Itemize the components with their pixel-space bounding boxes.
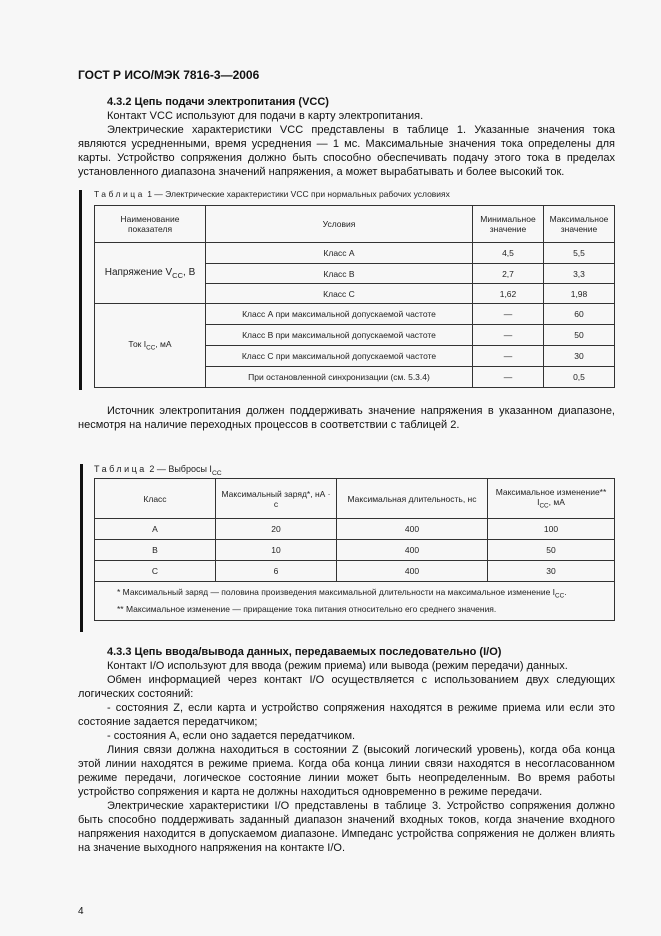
table2-caption: Таблица 2 — Выбросы $I_{CC}$ — [94, 464, 222, 477]
header-cell: Максимальный заряд*, нА · с — [216, 479, 337, 519]
cell: 10 — [216, 540, 337, 561]
header-cell: Максимальное изменение** $I_{CC}$, мА — [488, 479, 615, 519]
table-header-row — [95, 206, 615, 243]
cell: В — [95, 540, 216, 561]
cell: 2,7 — [473, 264, 544, 284]
table-row — [95, 243, 615, 264]
cell: 3,3 — [544, 264, 615, 284]
cell: — — [473, 346, 544, 367]
cell: 5,5 — [544, 243, 615, 264]
section-4-3-2 — [78, 95, 615, 179]
caption-text: 2 — Выбросы I — [149, 464, 212, 474]
table-header-row — [95, 479, 615, 519]
cell: — — [473, 367, 544, 388]
header-cell: Минимальное значение — [473, 206, 544, 243]
cell: — — [473, 325, 544, 346]
paragraph: Электрические характеристики I/O представлены в таблице 3. Устройство сопряжения должно быть способно поддерживать заданный диапазон значений входных токов, когда значение входного напряжения находится в допускаемом диапазоне. Импеданс устройства сопряжения не должен влиять на значение выходного напряжения на контакте I/O. — [78, 800, 615, 854]
cell: 400 — [337, 519, 488, 540]
cell: 100 — [488, 519, 615, 540]
section-title: 4.3.3 Цепь ввода/вывода данных, передаваемых последовательно (I/O) — [107, 646, 502, 658]
header-cell: Класс — [95, 479, 216, 519]
footnote-2: ** Максимальное изменение — приращение тока питания относительно его среднего значения. — [117, 603, 497, 614]
list-item: - состояния Z, если карта и устройство сопряжения находятся в режиме приема или если это состояние задается передатчиком; — [78, 702, 615, 728]
section-title: 4.3.2 Цепь подачи электропитания (VCC) — [107, 96, 329, 108]
list-item: - состояния А, если оно задается передатчиком. — [107, 730, 356, 742]
table1 — [94, 205, 615, 388]
table-row — [95, 519, 615, 540]
caption-label: Таблица — [94, 189, 145, 199]
table-row — [95, 540, 615, 561]
cell: Класс С — [206, 284, 473, 304]
document-header: ГОСТ Р ИСО/МЭК 7816-3—2006 — [78, 68, 260, 82]
table-footnotes — [95, 582, 615, 621]
cell: 30 — [488, 561, 615, 582]
paragraph: Линия связи должна находиться в состоянии Z (высокий логический уровень), когда оба конца этой линии находятся в режиме приема. Когда оба конца линии связи находятся в несогласованном режиме передачи, логическое состояние линии может быть неопределенным. Во время работы устройство сопряжения и карта не должны находиться одновременно в режиме передачи. — [78, 744, 615, 798]
table-row — [95, 561, 615, 582]
paragraph-block — [78, 404, 615, 432]
cell: 0,5 — [544, 367, 615, 388]
header-cell: Условия — [206, 206, 473, 243]
cell: 6 — [216, 561, 337, 582]
cell: Класс А — [206, 243, 473, 264]
paragraph: Электрические характеристики VCC представлены в таблице 1. Указанные значения тока являются усредненными, время усреднения — 1 мс. Максимальные значения тока определены для карты. Устройство сопряжения должно быть способно обеспечивать подачу этого тока в пределах установленного диапазона значений напряжения, а может вырабатывать и более высокий ток. — [78, 124, 615, 178]
cell: А — [95, 519, 216, 540]
paragraph: Источник электропитания должен поддерживать значение напряжения в указанном диапазоне, несмотря на наличие переходных процессов в соответствии с таблицей 2. — [78, 405, 615, 431]
cell: 400 — [337, 540, 488, 561]
change-bar — [79, 190, 82, 390]
footnote-1: * Максимальный заряд — половина произведения максимальной длительности на максимальное изменение $I_{CC}$. — [117, 587, 567, 600]
cell: С — [95, 561, 216, 582]
cell: 50 — [544, 325, 615, 346]
voltage-label: Напряжение $V_{CC}$, В — [95, 243, 206, 304]
cell: 30 — [544, 346, 615, 367]
paragraph: Контакт I/O используют для ввода (режим приема) или вывода (режим передачи) данных. — [107, 660, 568, 672]
header-cell: Максимальная длительность, нс — [337, 479, 488, 519]
cell: При остановленной синхронизации (см. 5.3.4) — [206, 367, 473, 388]
table1-caption — [94, 189, 450, 199]
cell: 400 — [337, 561, 488, 582]
table2 — [94, 478, 615, 621]
section-4-3-3 — [78, 645, 615, 855]
caption-text: 1 — Электрические характеристики VCC при нормальных рабочих условиях — [147, 189, 450, 199]
paragraph: Контакт VCC используют для подачи в карту электропитания. — [107, 110, 424, 122]
footnote-cell — [95, 582, 615, 621]
caption-label: Таблица — [94, 464, 147, 474]
cell: — — [473, 304, 544, 325]
table-row — [95, 304, 615, 325]
cell: Класс А при максимальной допускаемой частоте — [206, 304, 473, 325]
current-label: Ток $I_{CC}$, мА — [95, 304, 206, 388]
cell: 1,98 — [544, 284, 615, 304]
cell: 1,62 — [473, 284, 544, 304]
header-cell: Максимальное значение — [544, 206, 615, 243]
cell: Класс В при максимальной допускаемой частоте — [206, 325, 473, 346]
header-cell: Наименование показателя — [95, 206, 206, 243]
cell: 50 — [488, 540, 615, 561]
paragraph: Обмен информацией через контакт I/O осуществляется с использованием двух следующих логических состояний: — [78, 674, 615, 700]
cell: 4,5 — [473, 243, 544, 264]
cell: 60 — [544, 304, 615, 325]
cell: Класс С при максимальной допускаемой частоте — [206, 346, 473, 367]
cell: 20 — [216, 519, 337, 540]
cell: Класс В — [206, 264, 473, 284]
page-number: 4 — [78, 906, 84, 917]
change-bar — [80, 464, 83, 632]
